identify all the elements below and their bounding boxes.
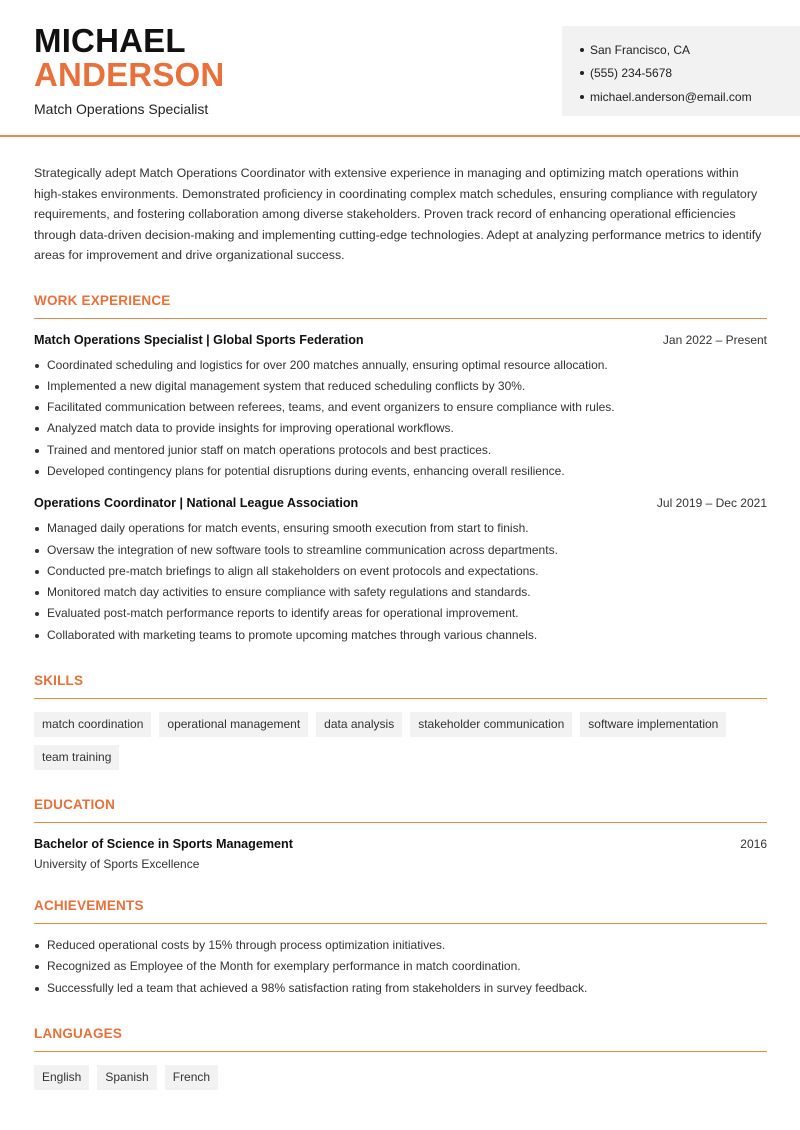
contact-location — [580, 38, 800, 62]
list-item: Analyzed match data to provide insights for improving operational workflows. — [34, 418, 767, 439]
job-bullets — [34, 518, 767, 646]
resume-body — [34, 163, 767, 1090]
list-item: Coordinated scheduling and logistics for over 200 matches annually, ensuring optimal resource allocation. — [34, 355, 767, 376]
contact-location-text: San Francisco, CA — [590, 42, 691, 57]
bullet-icon — [580, 95, 584, 99]
contact-phone-text: (555) 234-5678 — [590, 66, 673, 81]
job-entry — [34, 496, 767, 646]
bullet-icon — [580, 48, 584, 52]
contact-phone — [580, 62, 800, 86]
skills-heading: SKILLS — [34, 673, 767, 699]
list-item: Reduced operational costs by 15% through process optimization initiatives. — [34, 935, 767, 956]
job-role: Operations Coordinator | National League Association — [34, 496, 359, 511]
bullet-icon — [580, 71, 584, 75]
job-entry — [34, 333, 767, 483]
list-item: Monitored match day activities to ensure compliance with safety regulations and standards. — [34, 582, 767, 603]
skill-tag: stakeholder communication — [410, 712, 572, 737]
language-tag: Spanish — [97, 1065, 156, 1090]
skill-tag: operational management — [159, 712, 308, 737]
list-item: Recognized as Employee of the Month for exemplary performance in match coordination. — [34, 956, 767, 977]
contact-email-text[interactable]: michael.anderson@email.com — [590, 89, 752, 104]
education-year: 2016 — [740, 837, 767, 852]
contact-email[interactable] — [580, 85, 800, 109]
list-item: Developed contingency plans for potential disruptions during events, enhancing overall resilience. — [34, 461, 767, 482]
last-name: ANDERSON — [34, 56, 225, 93]
resume-header — [0, 0, 800, 137]
skill-tag: data analysis — [316, 712, 402, 737]
list-item: Successfully led a team that achieved a 98% satisfaction rating from stakeholders in survey feedback. — [34, 978, 767, 999]
education-school: University of Sports Excellence — [34, 857, 200, 872]
skills-tags — [34, 712, 767, 770]
education-heading: EDUCATION — [34, 797, 767, 823]
job-header — [34, 496, 767, 510]
languages-tags — [34, 1065, 767, 1090]
list-item: Collaborated with marketing teams to promote upcoming matches through various channels. — [34, 625, 767, 646]
achievements-heading: ACHIEVEMENTS — [34, 898, 767, 924]
contact-box — [562, 26, 800, 116]
first-name: MICHAEL — [34, 22, 186, 59]
job-role: Match Operations Specialist | Global Sports Federation — [34, 332, 364, 347]
list-item: Implemented a new digital management system that reduced scheduling conflicts by 30%. — [34, 376, 767, 397]
list-item: Facilitated communication between referees, teams, and event organizers to ensure compliance with rules. — [34, 397, 767, 418]
summary: Strategically adept Match Operations Coordinator with extensive experience in managing and optimizing match operations within high-stakes environments. Demonstrated proficiency in coordinating complex match schedules, ensuring compliance with regulatory requirements, and fostering collaboration among diverse stakeholders. Proven track record of enhancing operational efficiencies through data-driven decision-making and implementing cutting-edge technologies. Adept at analyzing performance metrics to identify areas for improvement and drive organizational success. — [34, 166, 762, 262]
languages-heading: LANGUAGES — [34, 1026, 767, 1052]
education-degree: Bachelor of Science in Sports Management — [34, 837, 293, 852]
name-block — [34, 24, 224, 117]
job-title: Match Operations Specialist — [34, 101, 209, 117]
work-experience-heading: WORK EXPERIENCE — [34, 293, 767, 319]
job-bullets — [34, 355, 767, 483]
job-dates: Jul 2019 – Dec 2021 — [656, 496, 767, 511]
job-header — [34, 333, 767, 347]
education-entry — [34, 837, 767, 871]
achievements-list — [34, 935, 767, 999]
education-header — [34, 837, 767, 851]
language-tag: English — [34, 1065, 89, 1090]
skill-tag: team training — [34, 745, 119, 770]
list-item: Trained and mentored junior staff on match operations protocols and best practices. — [34, 440, 767, 461]
list-item: Conducted pre-match briefings to align all stakeholders on event protocols and expectations. — [34, 561, 767, 582]
list-item: Evaluated post-match performance reports to identify areas for operational improvement. — [34, 603, 767, 624]
skill-tag: software implementation — [580, 712, 726, 737]
list-item: Managed daily operations for match events, ensuring smooth execution from start to finish. — [34, 518, 767, 539]
skill-tag: match coordination — [34, 712, 151, 737]
list-item: Oversaw the integration of new software tools to streamline communication across departments. — [34, 540, 767, 561]
language-tag: French — [165, 1065, 218, 1090]
job-dates: Jan 2022 – Present — [662, 332, 767, 347]
